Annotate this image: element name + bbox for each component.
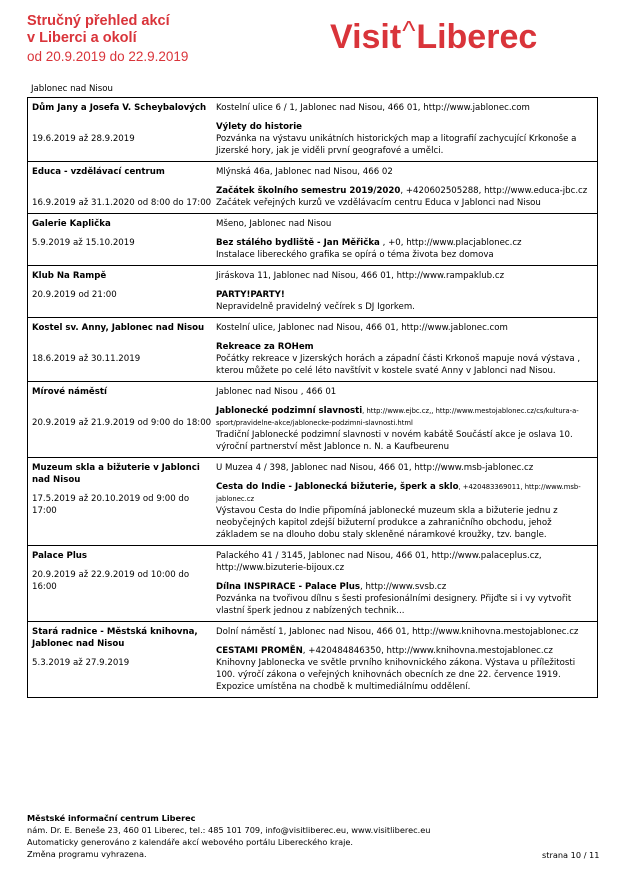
event-venue: Mírové náměstí — [32, 387, 107, 397]
event-title: Jablonecké podzimní slavnosti — [216, 406, 363, 416]
event-address: Jablonec nad Nisou , 466 01 — [216, 387, 337, 397]
event-row — [28, 382, 598, 458]
event-title-line — [216, 581, 593, 593]
footer — [27, 812, 607, 860]
event-description: Knihovny Jablonecka ve světle prvního knihovnického zákona. Výstava u příležitosti 100. výročí zákona o veřejných knihovnách obecních ze dne 22. července 1919. Expozice umístěna na chodbě k multimediálnímu oddělení. — [216, 658, 576, 692]
event-description: Pozvánka na výstavu unikátních historických map a litografií zachycující Krkonoše a Jizerské hory, jak je viděli první geografové a umělci. — [216, 134, 577, 156]
event-row — [28, 266, 598, 318]
event-contact: , http://www.ejbc.cz,, http://www.mestojablonec.cz/cs/kultura-a-sport/pravidelne-akce/jablonecke-podzimni-slavnosti.html — [216, 407, 579, 427]
event-date: 20.9.2019 až 22.9.2019 od 10:00 do 16:00 — [32, 570, 190, 592]
event-description: Instalace libereckého grafika se opírá o téma života bez domova — [216, 250, 494, 260]
event-title-line — [216, 185, 593, 197]
event-description: Začátek veřejných kurzů ve vzdělávacím centru Educa v Jablonci nad Nisou — [216, 198, 541, 208]
event-row — [28, 98, 598, 162]
event-venue: Galerie Kaplička — [32, 219, 111, 229]
event-right-cell — [212, 98, 598, 162]
event-left-cell — [28, 622, 213, 698]
event-address: U Muzea 4 / 398, Jablonec nad Nisou, 466 01, http://www.msb-jablonec.cz — [216, 463, 534, 473]
event-left-cell — [28, 546, 213, 622]
event-title-line — [216, 405, 593, 429]
event-title-line — [216, 237, 593, 249]
page-number: strana 10 / 11 — [542, 850, 600, 860]
event-right-cell — [212, 458, 598, 546]
event-title-line — [216, 645, 593, 657]
event-title-line — [216, 481, 593, 505]
event-row — [28, 318, 598, 382]
logo-liberec-text: Liberec — [416, 18, 538, 56]
event-venue: Stará radnice - Městská knihovna, Jablonec nad Nisou — [32, 627, 198, 649]
event-title: Začátek školního semestru 2019/2020 — [216, 186, 401, 196]
event-title: CESTAMI PROMĚN — [216, 646, 303, 656]
event-title-line — [216, 121, 593, 133]
event-right-cell — [212, 382, 598, 458]
events-table — [27, 97, 598, 698]
logo-caret: ^ — [402, 15, 416, 46]
event-contact: , http://www.svsb.cz — [360, 582, 447, 592]
header-title-line2: v Liberci a okolí — [27, 30, 137, 46]
footer-contact: nám. Dr. E. Beneše 23, 460 01 Liberec, tel.: 485 101 709, info@visitliberec.eu, www.visitliberec.eu — [27, 825, 431, 835]
event-row — [28, 622, 598, 698]
event-address: Kostelní ulice 6 / 1, Jablonec nad Nisou, 466 01, http://www.jablonec.com — [216, 103, 530, 113]
event-venue: Palace Plus — [32, 551, 88, 561]
event-title: Cesta do Indie - Jablonecká bižuterie, šperk a sklo — [216, 482, 459, 492]
event-address: Jiráskova 11, Jablonec nad Nisou, 466 01, http://www.rampaklub.cz — [216, 271, 505, 281]
event-right-cell — [212, 214, 598, 266]
event-left-cell — [28, 98, 213, 162]
event-contact: , +0, http://www.placjablonec.cz — [379, 238, 522, 248]
event-title: PARTY!PARTY! — [216, 290, 285, 300]
event-title: Bez stálého bydliště - Jan Měřička — [216, 238, 380, 248]
logo-visit-text: Visit — [330, 18, 402, 56]
event-left-cell — [28, 318, 213, 382]
event-right-cell — [212, 318, 598, 382]
event-row — [28, 546, 598, 622]
event-venue: Klub Na Rampě — [32, 271, 107, 281]
event-contact: , +420602505288, http://www.educa-jbc.cz — [400, 186, 588, 196]
event-address: Kostelní ulice, Jablonec nad Nisou, 466 01, http://www.jablonec.com — [216, 323, 508, 333]
event-address: Mlýnská 46a, Jablonec nad Nisou, 466 02 — [216, 167, 393, 177]
event-contact: , +420484846350, http://www.knihovna.mestojablonec.cz — [302, 646, 553, 656]
event-date: 5.9.2019 až 15.10.2019 — [32, 238, 135, 248]
event-row — [28, 458, 598, 546]
event-date: 18.6.2019 až 30.11.2019 — [32, 354, 141, 364]
event-left-cell — [28, 266, 213, 318]
place-heading: Jablonec nad Nisou — [31, 84, 113, 94]
event-date: 19.6.2019 až 28.9.2019 — [32, 134, 135, 144]
event-right-cell — [212, 622, 598, 698]
event-date: 5.3.2019 až 27.9.2019 — [32, 658, 130, 668]
event-title: Výlety do historie — [216, 122, 302, 132]
event-title-line — [216, 289, 593, 301]
event-contact: , +420483369011, http://www.msb-jablonec.cz — [216, 483, 581, 503]
event-venue: Dům Jany a Josefa V. Scheybalových — [32, 103, 207, 113]
event-venue: Educa - vzdělávací centrum — [32, 167, 165, 177]
footer-auto-note: Automaticky generováno z kalendáře akcí webového portálu Libereckého kraje. — [27, 837, 354, 847]
event-venue: Muzeum skla a bižuterie v Jablonci nad Nisou — [32, 463, 200, 485]
header-title-line1: Stručný přehled akcí — [27, 13, 170, 29]
event-date: 17.5.2019 až 20.10.2019 od 9:00 do 17:00 — [32, 494, 190, 516]
event-description: Tradiční Jablonecké podzimní slavnosti v novém kabátě Součástí akce je oslava 10. výroční partnerství měst Jablonce n. N. a Kaufbeurenu — [216, 430, 573, 452]
header-title-block — [27, 13, 188, 65]
event-address: Mšeno, Jablonec nad Nisou — [216, 219, 332, 229]
visit-liberec-logo — [330, 11, 537, 57]
event-address: Palackého 41 / 3145, Jablonec nad Nisou, 466 01, http://www.palaceplus.cz, http://www.bizuterie-bijoux.cz — [216, 551, 542, 573]
event-row — [28, 214, 598, 266]
event-venue: Kostel sv. Anny, Jablonec nad Nisou — [32, 323, 205, 333]
event-description: Nepravidelně pravidelný večírek s DJ Igorkem. — [216, 302, 415, 312]
event-right-cell — [212, 266, 598, 318]
event-left-cell — [28, 162, 213, 214]
event-date: 16.9.2019 až 31.1.2020 od 8:00 do 17:00 — [32, 198, 212, 208]
event-date: 20.9.2019 až 21.9.2019 od 9:00 do 18:00 — [32, 418, 212, 428]
event-right-cell — [212, 546, 598, 622]
event-address: Dolní náměstí 1, Jablonec nad Nisou, 466 01, http://www.knihovna.mestojablonec.cz — [216, 627, 579, 637]
event-description: Počátky rekreace v Jizerských horách a západní části Krkonoš mapuje nová výstava , kterou můžete po celé léto navštívit v kostele svaté Anny v Jablonci nad Nisou. — [216, 354, 581, 376]
event-right-cell — [212, 162, 598, 214]
event-row — [28, 162, 598, 214]
event-title-line — [216, 341, 593, 353]
event-title: Rekreace za ROHem — [216, 342, 314, 352]
footer-org: Městské informační centrum Liberec — [27, 813, 196, 823]
event-date: 20.9.2019 od 21:00 — [32, 290, 117, 300]
event-left-cell — [28, 214, 213, 266]
event-left-cell — [28, 382, 213, 458]
event-description: Výstavou Cesta do Indie připomíná jablonecké muzeum skla a bižuterie jednu z neobyčejných kapitol zdejší bižuterní produkce a zahraničního obchodu, jehož základem se na dlouho dobu staly skleněné náramkové kroužky, tzv. bangle. — [216, 506, 558, 540]
footer-change-note: Změna programu vyhrazena. — [27, 849, 147, 859]
event-description: Pozvánka na tvořivou dílnu s šesti profesionálními designery. Přijďte si i vy vytvořit vlastní šperk jednou z nabízených technik... — [216, 594, 572, 616]
header-date-range: od 20.9.2019 do 22.9.2019 — [27, 49, 189, 64]
event-left-cell — [28, 458, 213, 546]
event-title: Dílna INSPIRACE - Palace Plus — [216, 582, 361, 592]
